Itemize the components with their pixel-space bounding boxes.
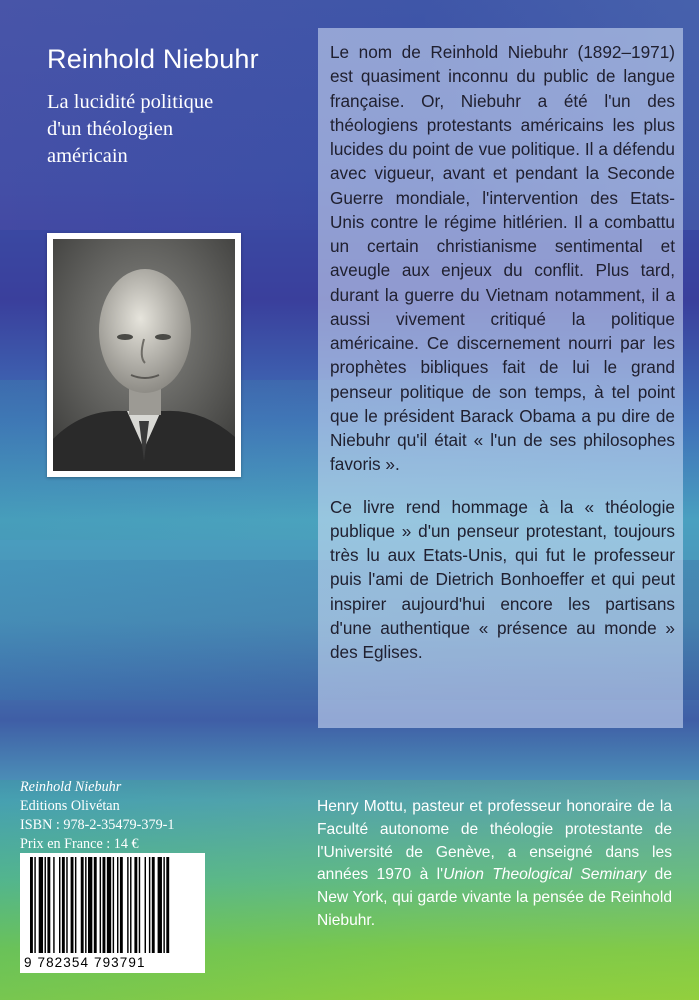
barcode-bar xyxy=(127,857,128,953)
author-portrait xyxy=(47,233,241,477)
bio-text: Henry Mottu, pasteur et professeur honoraire de la Faculté autonome de théologie protestante de l'Université de Genève, a enseigné dans les années 1970 à l' xyxy=(317,798,672,884)
book-title: Reinhold Niebuhr xyxy=(47,44,259,74)
barcode-bar xyxy=(145,857,146,953)
book-subtitle xyxy=(47,89,307,170)
description-paragraph: Ce livre rend hommage à la « théologie publique » d'un penseur protestant, toujours très lu aux Etats-Unis, qui fut le professeur puis l'ami de Dietrich Bonhoeffer et qui peut inspirer aujourd'hui encore les partisans d'une authentique « présence au monde » des Eglises. xyxy=(330,496,675,662)
publication-info xyxy=(20,778,280,854)
barcode-bar xyxy=(117,857,118,953)
subtitle-line: d'un théologien xyxy=(47,118,174,140)
barcode-bar xyxy=(75,857,76,953)
info-price: Prix en France : 14 € xyxy=(20,836,139,852)
barcode-bar xyxy=(134,857,137,953)
barcode-bar xyxy=(62,857,65,953)
barcode-bar xyxy=(163,857,164,953)
barcode-bar xyxy=(59,857,60,953)
barcode-bar xyxy=(34,857,35,953)
barcode-bar xyxy=(45,857,46,953)
barcode-bar xyxy=(88,857,92,953)
barcode-bar xyxy=(139,857,140,953)
barcode-bar xyxy=(39,857,43,953)
barcode-bar xyxy=(130,857,131,953)
portrait-image xyxy=(53,239,235,471)
barcode-bar xyxy=(113,857,114,953)
barcode-bar xyxy=(166,857,169,953)
barcode-bar xyxy=(100,857,101,953)
barcode-bar xyxy=(71,857,74,953)
barcode-bar xyxy=(120,857,123,953)
barcode-bar xyxy=(85,857,86,953)
author-bio xyxy=(317,796,672,933)
barcode-bar xyxy=(158,857,162,953)
barcode-bar xyxy=(152,857,155,953)
barcode-number: 9 782354 793791 xyxy=(24,955,146,970)
info-isbn: ISBN : 978-2-35479-379-1 xyxy=(20,817,175,833)
subtitle-line: américain xyxy=(47,145,128,167)
bio-seminary: Union Theological Seminary xyxy=(443,866,647,884)
bio-text: de New York, qui garde vivante la pensée de Reinhold Niebuhr. xyxy=(317,866,672,929)
barcode-bar xyxy=(94,857,97,953)
barcode-bar xyxy=(149,857,150,953)
barcode-bar xyxy=(81,857,84,953)
subtitle-line: La lucidité politique xyxy=(47,91,214,113)
barcode-bar xyxy=(53,857,54,953)
barcode-bar xyxy=(107,857,111,953)
barcode xyxy=(20,853,205,973)
description-paragraph: Le nom de Reinhold Niebuhr (1892–1971) est quasiment inconnu du public de langue française. Or, Niebuhr a été l'un des théologiens protestants américains les plus lucides du point de vue politique. Il a défendu avec vigueur, avant et pendant la Seconde Guerre mondiale, l'intervention des Etats-Unis contre le régime hitlérien. Il a combattu un certain christianisme sentimental et aveugle aux enjeux du conflit. Plus tard, durant la guerre du Vietnam notamment, il a aussi vivement critiqué la politique américaine. Ce discernement nourri par les prophètes bibliques fait de lui le grand penseur politique de son temps, à tel point que le président Barack Obama a pu dire de Niebuhr qu'il était « l'un de ses philosophes favoris ». xyxy=(330,42,675,475)
barcode-bar xyxy=(47,857,50,953)
info-publisher: Editions Olivétan xyxy=(20,798,120,814)
barcode-bar xyxy=(66,857,67,953)
info-title: Reinhold Niebuhr xyxy=(20,779,122,795)
barcode-bars xyxy=(20,857,205,955)
barcode-bar xyxy=(30,857,33,953)
barcode-bar xyxy=(103,857,106,953)
book-description xyxy=(330,40,675,682)
